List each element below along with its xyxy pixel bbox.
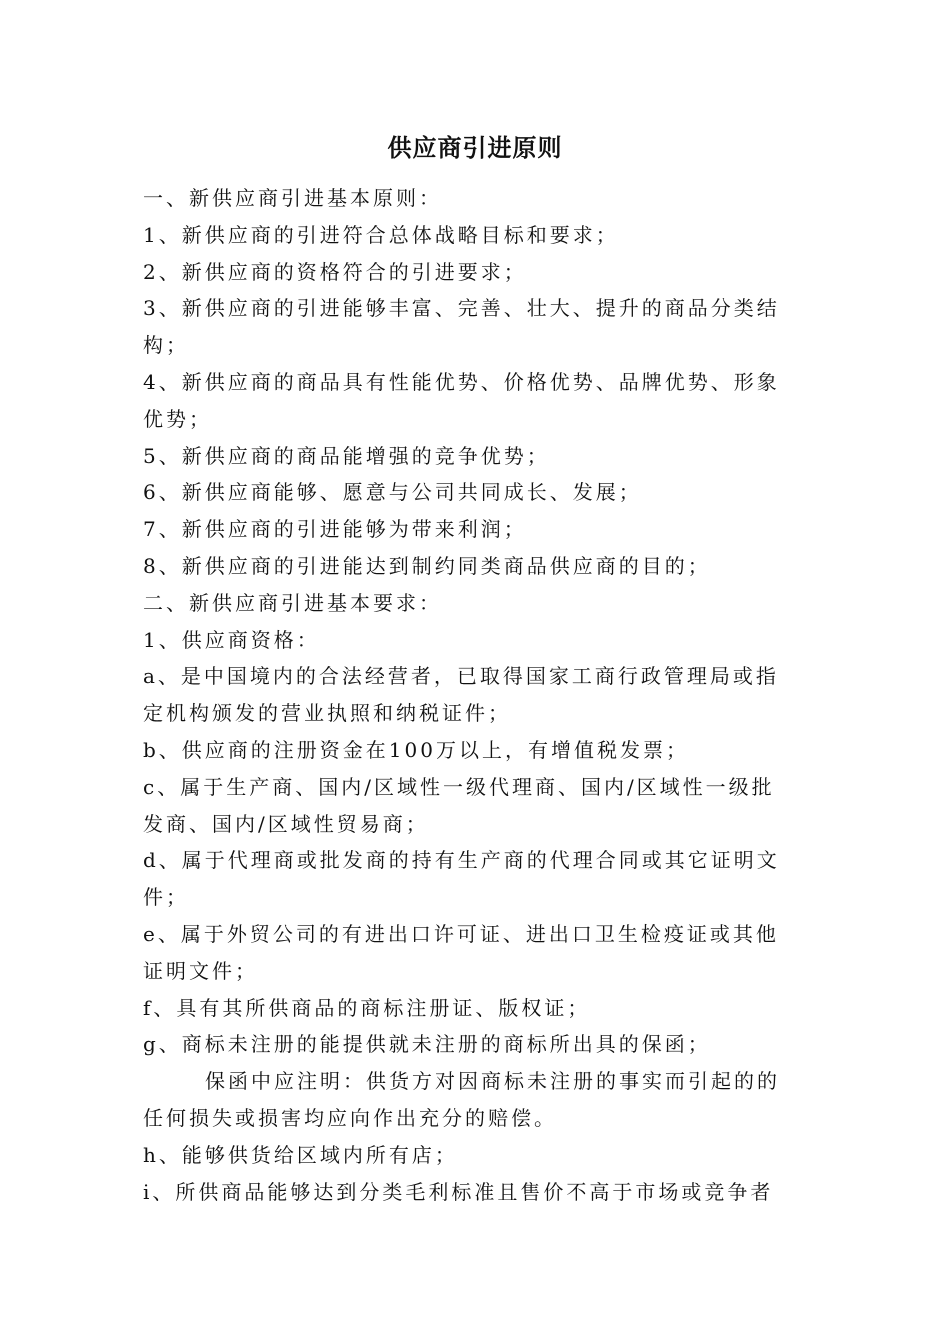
principle-item-7: 7、新供应商的引进能够为带来利润； bbox=[143, 517, 527, 542]
requirement-heading-qualification: 1、供应商资格： bbox=[143, 627, 320, 652]
requirement-item-i: i、所供商品能够达到分类毛利标准且售价不高于市场或竞争者 bbox=[143, 1179, 774, 1204]
section-heading-requirements: 二、新供应商引进基本要求： bbox=[143, 590, 442, 615]
requirement-item-c-cont: 发商、国内/区域性贸易商； bbox=[143, 811, 429, 836]
principle-item-3-cont: 构； bbox=[143, 333, 189, 358]
principle-item-2: 2、新供应商的资格符合的引进要求； bbox=[143, 259, 527, 284]
requirement-item-d-cont: 件； bbox=[143, 885, 189, 910]
document-title: 供应商引进原则 bbox=[387, 134, 563, 162]
guarantee-note: 保函中应注明：供货方对因商标未注册的事实而引起的的 bbox=[205, 1069, 780, 1094]
principle-item-3: 3、新供应商的引进能够丰富、完善、壮大、提升的商品分类结 bbox=[143, 296, 780, 321]
principle-item-4: 4、新供应商的商品具有性能优势、价格优势、品牌优势、形象 bbox=[143, 369, 780, 394]
principle-item-5: 5、新供应商的商品能增强的竞争优势； bbox=[143, 443, 550, 468]
requirement-item-e-cont: 证明文件； bbox=[143, 958, 258, 983]
document-body bbox=[143, 180, 811, 1210]
requirement-item-a-cont: 定机构颁发的营业执照和纳税证件； bbox=[143, 701, 511, 726]
requirement-item-f: f、具有其所供商品的商标注册证、版权证； bbox=[143, 995, 591, 1020]
requirement-item-a: a、是中国境内的合法经营者，已取得国家工商行政管理局或指 bbox=[143, 664, 779, 689]
requirement-item-e: e、属于外贸公司的有进出口许可证、进出口卫生检疫证或其他 bbox=[143, 921, 779, 946]
section-heading-principles: 一、新供应商引进基本原则： bbox=[143, 186, 442, 210]
principle-item-4-cont: 优势； bbox=[143, 406, 212, 431]
requirement-item-c: c、属于生产商、国内/区域性一级代理商、国内/区域性一级批 bbox=[143, 774, 775, 799]
principle-item-8: 8、新供应商的引进能达到制约同类商品供应商的目的； bbox=[143, 553, 711, 578]
guarantee-note-cont: 任何损失或损害均应向作出充分的赔偿。 bbox=[143, 1105, 557, 1130]
requirement-item-h: h、能够供货给区域内所有店； bbox=[143, 1142, 458, 1167]
requirement-item-b: b、供应商的注册资金在100万以上，有增值税发票； bbox=[143, 737, 689, 762]
principle-item-1: 1、新供应商的引进符合总体战略目标和要求； bbox=[143, 222, 619, 247]
requirement-item-d: d、属于代理商或批发商的持有生产商的代理合同或其它证明文 bbox=[143, 848, 780, 873]
requirement-item-g: g、商标未注册的能提供就未注册的商标所出具的保函； bbox=[143, 1032, 711, 1057]
principle-item-6: 6、新供应商能够、愿意与公司共同成长、发展； bbox=[143, 480, 642, 505]
